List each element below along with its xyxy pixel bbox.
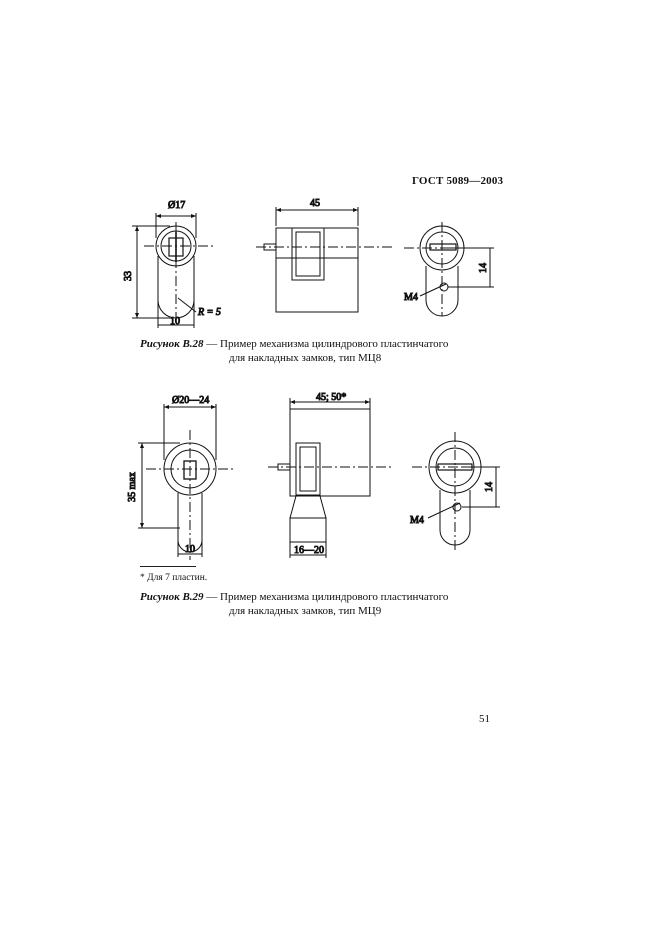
fig28-number: Рисунок В.28 [140,338,204,350]
fig28-back-dim-label: 14 [478,263,489,273]
fig28-caption [140,337,448,365]
fig29-number: Рисунок В.29 [140,591,204,603]
page-number: 51 [479,713,490,725]
fig28-height-label: 33 [123,271,134,281]
fig29-length-label: 45; 50* [316,392,347,403]
fig29-back-dim-label: 14 [484,482,495,492]
footnote-rule [140,566,196,567]
fig28-width-label: 10 [170,316,180,327]
fig28-side-view [256,207,394,312]
fig28-caption-line2: для накладных замков, тип МЦ8 [229,352,382,364]
fig28-thread-label: М4 [404,292,418,303]
fig29-width-label: 10 [185,544,195,555]
fig29-height-label: 35 max [127,472,138,502]
standard-header: ГОСТ 5089—2003 [412,175,504,187]
fig29-side-width-label: 16—20 [294,545,324,556]
fig28-radius-label: R = 5 [198,307,221,318]
fig29-diameter-label: Ø20—24 [172,395,210,406]
fig29-caption-line2: для накладных замков, тип МЦ9 [229,605,382,617]
fig29-thread-label: М4 [410,515,424,526]
fig29-side-view [268,398,392,558]
fig28-length-label: 45 [310,198,320,209]
footnote: * Для 7 пластин. [140,573,208,583]
fig29-caption-line1: — Пример механизма цилиндрового пластинчатого [203,591,449,603]
fig28-diameter-label: Ø17 [168,200,186,211]
fig28-caption-line1: — Пример механизма цилиндрового пластинчатого [203,338,449,350]
fig29-caption [140,590,448,618]
fig29-front-view [138,404,236,560]
